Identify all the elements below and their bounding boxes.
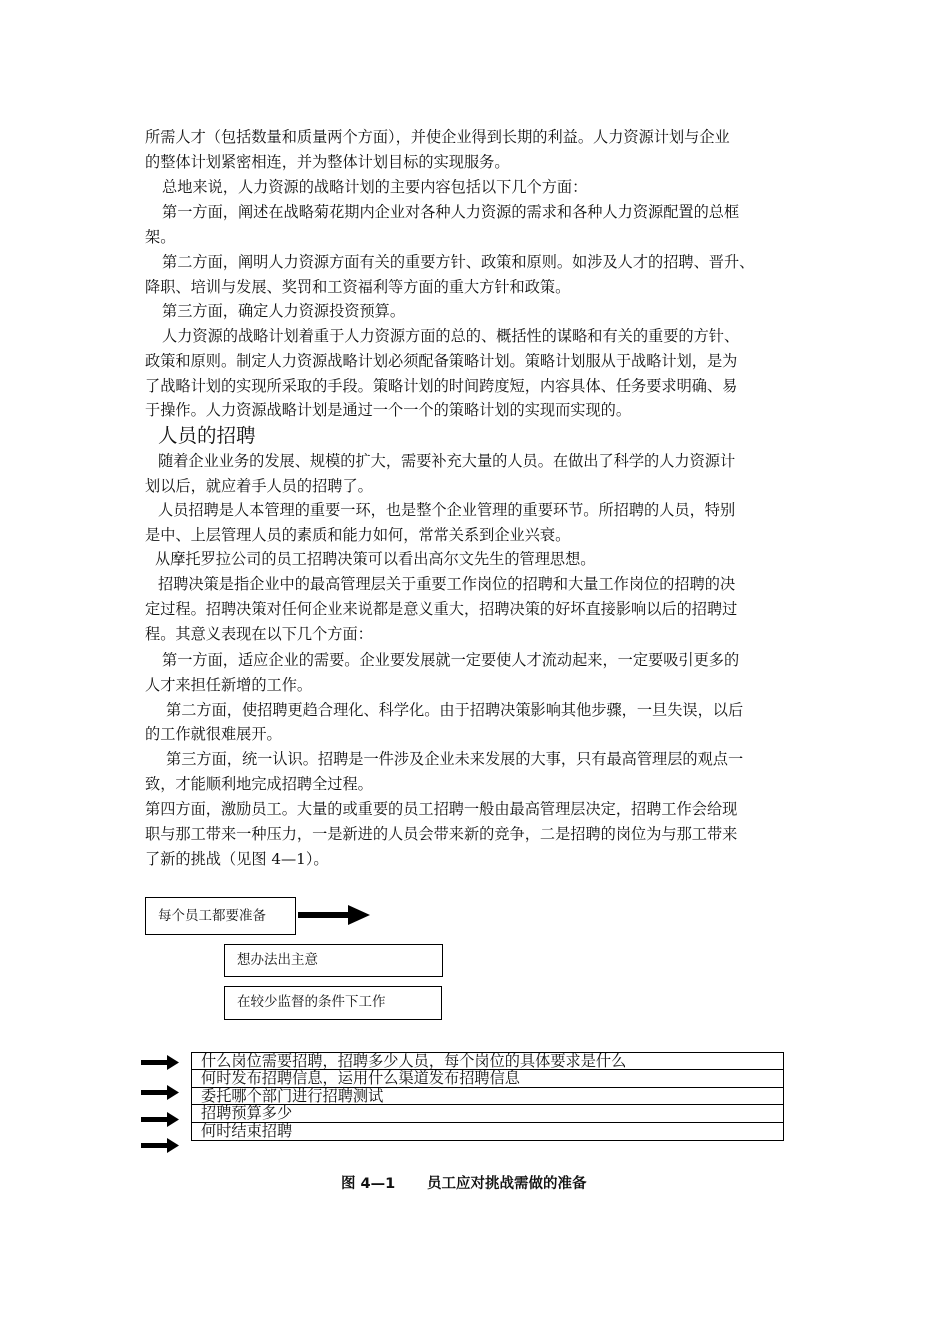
section-line: 随着企业业务的发展、规模的扩大，需要补充大量的人员。在做出了科学的人力资源计 <box>158 452 736 470</box>
body-line: 人力资源的战略计划着重于人力资源方面的总的、概括性的谋略和有关的重要的方针、 <box>162 327 740 345</box>
figure-caption-number: 图 4—1 <box>341 1176 396 1192</box>
section-line: 第四方面，激励员工。大量的或重要的员工招聘一般由最高管理层决定，招聘工作会给现 <box>145 800 738 818</box>
body-line: 所需人才（包括数量和质量两个方面），并使企业得到长期的利益。人力资源计划与企业 <box>145 128 730 146</box>
body-line: 第三方面，确定人力资源投资预算。 <box>162 302 405 320</box>
section-line: 从摩托罗拉公司的员工招聘决策可以看出高尔文先生的管理思想。 <box>155 550 596 568</box>
section-line: 划以后，就应着手人员的招聘了。 <box>145 477 373 495</box>
right-arrow-icon <box>141 1138 181 1154</box>
section-line: 职与那工带来一种压力，一是新进的人员会带来新的竞争，二是招聘的岗位为与那工带来 <box>145 825 738 843</box>
section-line: 程。其意义表现在以下几个方面： <box>145 625 373 643</box>
figure-box-label: 想办法出主意 <box>237 952 318 968</box>
right-arrow-icon <box>141 1055 181 1071</box>
section-line: 第一方面，适应企业的需要。企业要发展就一定要使人才流动起来，一定要吸引更多的 <box>162 651 740 669</box>
body-line: 了战略计划的实现所采取的手段。策略计划的时间跨度短，内容具体、任务要求明确、易 <box>145 377 738 395</box>
right-arrow-icon <box>141 1085 181 1101</box>
table-row: 何时结束招聘 <box>201 1122 293 1140</box>
table-row: 委托哪个部门进行招聘测试 <box>192 1088 783 1105</box>
figure-box-label: 在较少监督的条件下工作 <box>237 994 386 1010</box>
body-line: 第二方面，阐明人力资源方面有关的重要方针、政策和原则。如涉及人才的招聘、晋升、 <box>162 253 755 271</box>
section-line: 人才来担任新增的工作。 <box>145 676 313 694</box>
right-arrow-icon <box>141 1112 181 1128</box>
body-line: 的整体计划紧密相连，并为整体计划目标的实现服务。 <box>145 153 510 171</box>
section-heading: 人员的招聘 <box>158 424 256 447</box>
section-line: 人员招聘是人本管理的重要一环，也是整个企业管理的重要环节。所招聘的人员，特别 <box>158 501 736 519</box>
section-line: 了新的挑战（见图 4—1）。 <box>145 850 329 868</box>
section-line: 致，才能顺利地完成招聘全过程。 <box>145 775 373 793</box>
body-line: 政策和原则。制定人力资源战略计划必须配备策略计划。策略计划服从于战略计划，是为 <box>145 352 738 370</box>
section-line: 第二方面，使招聘更趋合理化、科学化。由于招聘决策影响其他步骤，一旦失误，以后 <box>166 701 744 719</box>
section-line: 是中、上层管理人员的素质和能力如何，常常关系到企业兴衰。 <box>145 526 571 544</box>
table-row: 何时发布招聘信息，运用什么渠道发布招聘信息 <box>192 1070 783 1087</box>
body-line: 总地来说，人力资源的战略计划的主要内容包括以下几个方面： <box>162 178 588 196</box>
table-row: 什么岗位需要招聘，招聘多少人员，每个岗位的具体要求是什么 <box>192 1053 783 1070</box>
section-line: 招聘决策是指企业中的最高管理层关于重要工作岗位的招聘和大量工作岗位的招聘的决 <box>158 575 736 593</box>
section-line: 的工作就很难展开。 <box>145 725 282 743</box>
section-line: 定过程。招聘决策对任何企业来说都是意义重大，招聘决策的好坏直接影响以后的招聘过 <box>145 600 738 618</box>
body-line: 架。 <box>145 228 176 246</box>
body-line: 第一方面，阐述在战略菊花期内企业对各种人力资源的需求和各种人力资源配置的总框 <box>162 203 740 221</box>
section-line: 第三方面，统一认识。招聘是一件涉及企业未来发展的大事，只有最高管理层的观点一 <box>166 750 744 768</box>
figure-box-less-supervision <box>224 986 442 1020</box>
right-arrow-icon <box>298 905 372 927</box>
figure-box-prepare <box>145 897 296 935</box>
figure-box-ideas <box>224 944 443 977</box>
table-row: 招聘预算多少 <box>192 1105 783 1122</box>
decision-table <box>191 1052 784 1141</box>
figure-box-label: 每个员工都要准备 <box>158 908 266 924</box>
body-line: 降职、培训与发展、奖罚和工资福利等方面的重大方针和政策。 <box>145 278 571 296</box>
body-line: 于操作。人力资源战略计划是通过一个一个的策略计划的实现而实现的。 <box>145 401 631 419</box>
figure-caption-text: 员工应对挑战需做的准备 <box>427 1176 587 1192</box>
